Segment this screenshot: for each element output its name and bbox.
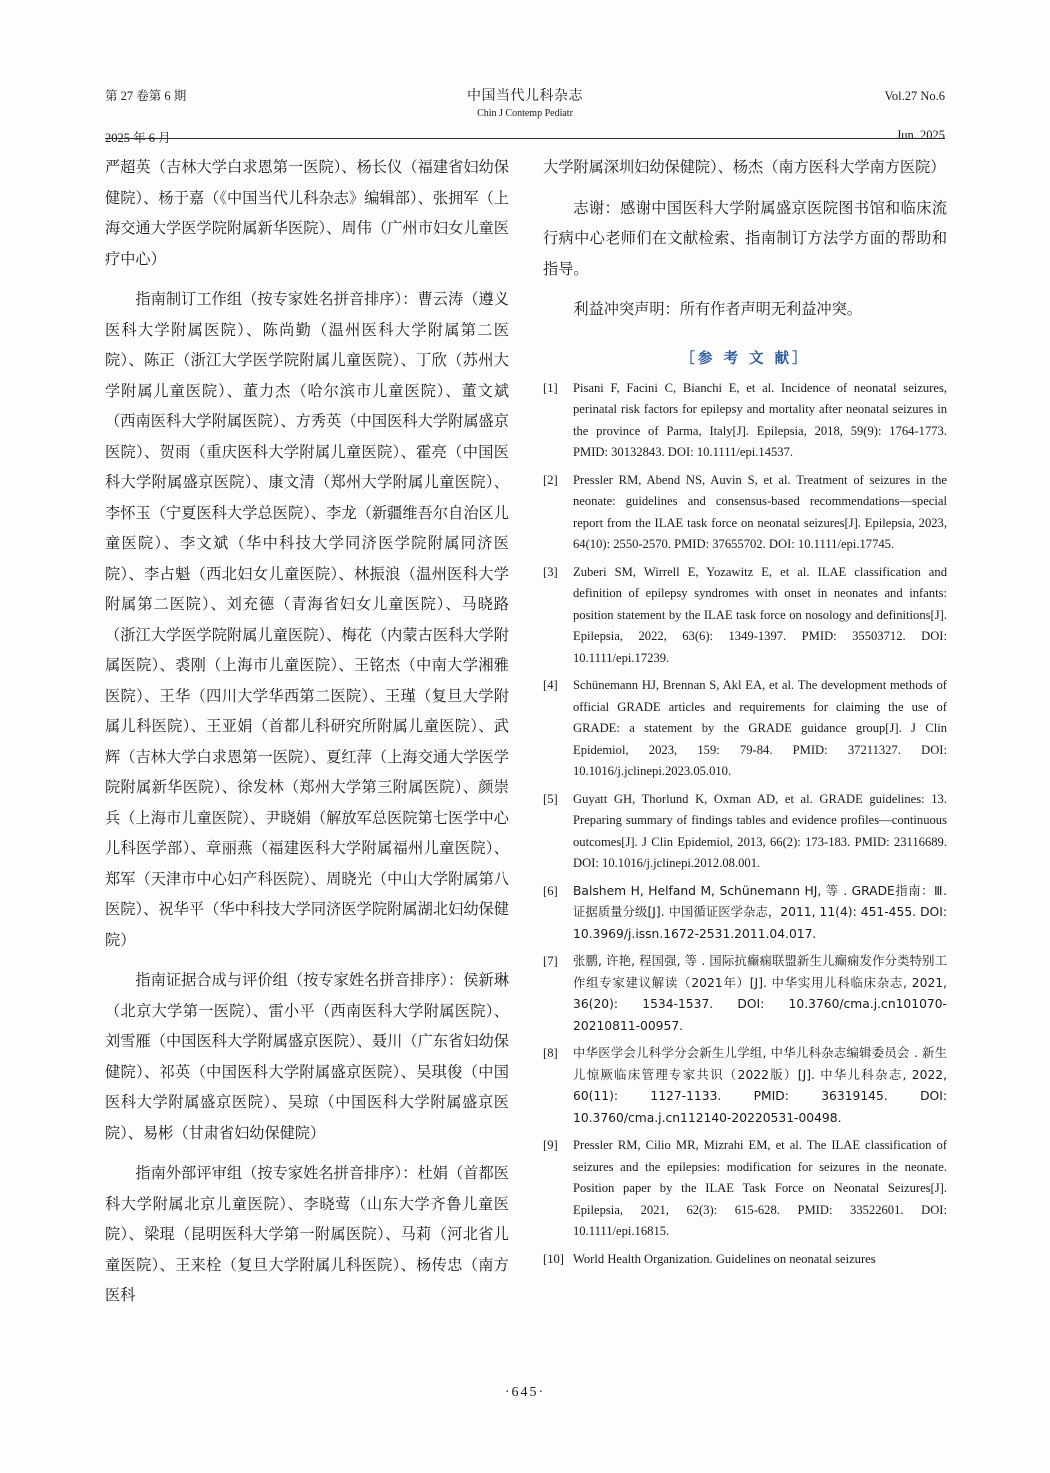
- header-divider: [105, 138, 945, 139]
- paragraph-contributors-continued: 严超英（吉林大学白求恩第一医院）、杨长仪（福建省妇幼保健院）、杨于嘉（《中国当代儿科杂志》编辑部）、张拥军（上海交通大学医学院附属新华医院）、周伟（广州市妇女儿童医疗中心）: [105, 158, 509, 268]
- reference-list: [543, 378, 947, 1271]
- reference-number: [5]: [543, 791, 558, 806]
- reference-text: Pressler RM, Cilio MR, Mizrahi EM, et al. The ILAE classification of seizures and the epilepsies: modification for seizures in the neonate. Position paper by the ILAE Task Force on Neonatal Seizures[J]. Epilepsia, 2021, 62(3): 615-628. PMID: 33522601. DOI: 10.1111/epi.16815.: [573, 1138, 947, 1238]
- reference-item: [543, 1249, 947, 1271]
- reference-item: [543, 789, 947, 875]
- reference-text: Balshem H, Helfand M, Schünemann HJ, 等 . GRADE指南：Ⅲ. 证据质量分级[J]. 中国循证医学杂志，2011, 11(4): 451-455. DOI: 10.3969/j.issn.1672-2531.2011.04.017.: [573, 883, 947, 941]
- paragraph-working-group: 指南制订工作组（按专家姓名拼音排序）：曹云涛（遵义医科大学附属医院）、陈尚勤（温州医科大学附属第二医院）、陈正（浙江大学医学院附属儿童医院）、丁欣（苏州大学附属儿童医院）、董力杰（哈尔滨市儿童医院）、董文斌（西南医科大学附属医院）、方秀英（中国医科大学附属盛京医院）、贺雨（重庆医科大学附属儿童医院）、霍亮（中国医科大学附属盛京医院）、康文清（郑州大学附属儿童医院）、李怀玉（宁夏医科大学总医院）、李龙（新疆维吾尔自治区儿童医院）、李文斌（华中科技大学同济医学院附属同济医院）、李占魁（西北妇女儿童医院）、林振浪（温州医科大学附属第二医院）、刘充德（青海省妇女儿童医院）、马晓路（浙江大学医学院附属儿童医院）、梅花（内蒙古医科大学附属医院）、裘刚（上海市儿童医院）、王铭杰（中南大学湘雅医院）、王华（四川大学华西第二医院）、王瑾（复旦大学附属儿科医院）、王亚娟（首都儿科研究所附属儿童医院）、武辉（吉林大学白求恩第一医院）、夏红萍（上海交通大学医学院附属新华医院）、徐发林（郑州大学第三附属医院）、颜崇兵（上海市儿童医院）、尹晓娟（解放军总医院第七医学中心儿科医学部）、章丽燕（福建医科大学附属福州儿童医院）、郑军（天津市中心妇产科医院）、周晓光（中山大学附属第八医院）、祝华平（华中科技大学同济医学院附属湖北妇幼保健院）: [105, 290, 509, 949]
- paragraph-external-review-continued: 大学附属深圳妇幼保健院）、杨杰（南方医科大学南方医院）: [543, 158, 946, 176]
- reference-item: [543, 1043, 947, 1129]
- running-head-row-1: [105, 88, 945, 122]
- reference-item: [543, 881, 947, 946]
- reference-number: [7]: [543, 954, 558, 968]
- issue-date-cn: 2025 年 6 月: [105, 131, 171, 145]
- reference-number: [8]: [543, 1046, 558, 1060]
- reference-item: [543, 1135, 947, 1243]
- reference-text: 中华医学会儿科学分会新生儿学组, 中华儿科杂志编辑委员会 . 新生儿惊厥临床管理专家共识（2022版）[J]. 中华儿科杂志, 2022, 60(11): 1127-1133. PMID: 36319145. DOI: 10.3760/cma.j.cn112140-20220531-00498.: [573, 1046, 947, 1125]
- volume-issue-en: Vol.27 No.6: [884, 89, 945, 103]
- reference-text: Pressler RM, Abend NS, Auvin S, et al. Treatment of seizures in the neonate: guidelines and consensus-based recommendations—special report from the ILAE task force on neonatal seizures[J]. Epilepsia, 2023, 64(10): 2550-2570. PMID: 37655702. DOI: 10.1111/epi.17745.: [573, 472, 947, 551]
- reference-number: [10]: [543, 1251, 564, 1266]
- reference-item: [543, 562, 947, 670]
- running-head: [105, 88, 945, 145]
- running-head-row-2: [105, 128, 945, 146]
- paragraph-acknowledgement: 志谢：感谢中国医科大学附属盛京医院图书馆和临床流行病中心老师们在文献检索、指南制订方法学方面的帮助和指导。: [543, 198, 947, 278]
- reference-number: [4]: [543, 678, 558, 692]
- reference-item: [543, 675, 947, 783]
- reference-item: [543, 951, 947, 1037]
- journal-title-en: Chin J Contemp Pediatr: [477, 108, 573, 119]
- reference-item: [543, 378, 947, 464]
- reference-number: [6]: [543, 883, 558, 898]
- reference-text: Zuberi SM, Wirrell E, Yozawitz E, et al. ILAE classification and definition of epilepsy syndromes with onset in neonates and infants: position statement by the ILAE task force on nosology and definitions[J]. Epilepsia, 2022, 63(6): 1349-1397. PMID: 35503712. DOI: 10.1111/epi.17239.: [573, 564, 947, 665]
- references-heading: ［参 考 文 献］: [680, 350, 810, 367]
- reference-text: World Health Organization. Guidelines on neonatal seizures: [573, 1251, 876, 1266]
- journal-title-group: [335, 88, 715, 122]
- journal-title-cn: 中国当代儿科杂志: [467, 88, 583, 104]
- right-column: [543, 152, 947, 1276]
- reference-text: Pisani F, Facini C, Bianchi E, et al. Incidence of neonatal seizures, perinatal risk factors for epilepsy and mortality after neonatal seizures in the province of Parma, Italy[J]. Epilepsia, 2018, 59(9): 1764-1773. PMID: 30132843. DOI: 10.1111/epi.14537.: [573, 380, 947, 459]
- reference-number: [3]: [543, 564, 558, 579]
- paragraph-external-review-group: 指南外部评审组（按专家姓名拼音排序）：杜娟（首都医科大学附属北京儿童医院）、李晓莺（山东大学齐鲁儿童医院）、梁琨（昆明医科大学第一附属医院）、马莉（河北省儿童医院）、王来栓（复旦大学附属儿科医院）、杨传忠（南方医科: [105, 1164, 509, 1304]
- reference-text: Guyatt GH, Thorlund K, Oxman AD, et al. GRADE guidelines: 13. Preparing summary of findings tables and evidence profiles—continuous outcomes[J]. J Clin Epidemiol, 2013, 66(2): 173-183. PMID: 23116689. DOI: 10.1016/j.jclinepi.2012.08.001.: [573, 791, 947, 870]
- volume-issue: 第 27 卷第 6 期: [105, 89, 187, 103]
- reference-number: [2]: [543, 472, 558, 487]
- reference-number: [9]: [543, 1138, 558, 1152]
- page-number: ·645·: [504, 1385, 546, 1400]
- reference-text: Schünemann HJ, Brennan S, Akl EA, et al. The development methods of official GRADE articles and requirements for claiming the use of GRADE: a statement by the GRADE guidance group[J]. J Clin Epidemiol, 2023, 159: 79-84. PMID: 37211327. DOI: 10.1016/j.jclinepi.2023.05.010.: [573, 678, 947, 778]
- issue-date-en: Jun. 2025: [896, 128, 945, 142]
- left-column: [105, 152, 509, 1311]
- reference-number: [1]: [543, 380, 558, 395]
- paragraph-evidence-group: 指南证据合成与评价组（按专家姓名拼音排序）：侯新琳（北京大学第一医院）、雷小平（西南医科大学附属医院）、刘雪雁（中国医科大学附属盛京医院）、聂川（广东省妇幼保健院）、祁英（中国医科大学附属盛京医院）、吴琪俊（中国医科大学附属盛京医院）、吴琼（中国医科大学附属盛京医院）、易彬（甘肃省妇幼保健院）: [105, 971, 509, 1142]
- reference-text: 张鹏, 许艳, 程国强, 等 . 国际抗癫痫联盟新生儿癫痫发作分类特别工作组专家建议解读（2021年）[J]. 中华实用儿科临床杂志, 2021, 36(20): 1534-1537. DOI: 10.3760/cma.j.cn101070-20210811-00957.: [573, 954, 947, 1033]
- reference-item: [543, 470, 947, 556]
- paragraph-conflict-of-interest: 利益冲突声明：所有作者声明无利益冲突。: [573, 300, 862, 318]
